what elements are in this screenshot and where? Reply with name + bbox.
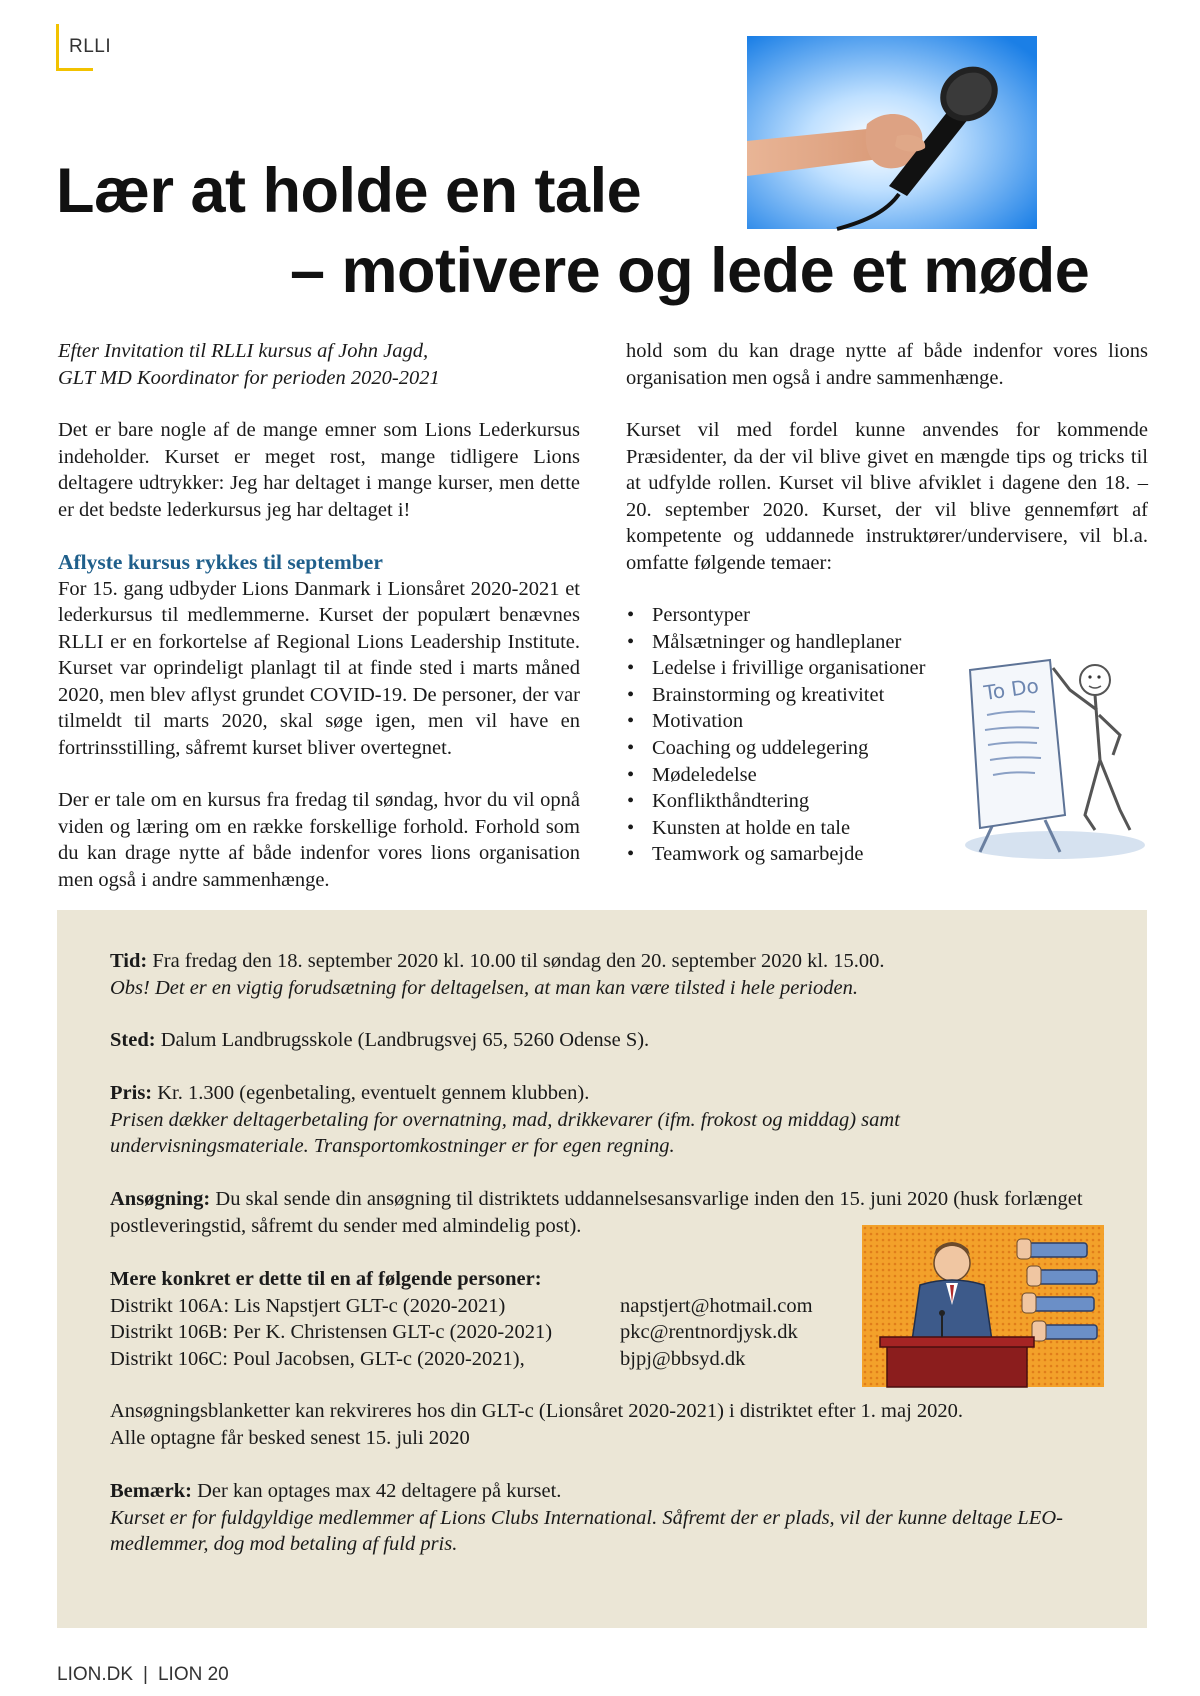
todo-illustration	[955, 640, 1145, 865]
contact-email[interactable]: napstjert@hotmail.com	[620, 1294, 813, 1317]
contact-name: Distrikt 106C: Poul Jacobsen, GLT-c (2020-2021),	[110, 1347, 525, 1370]
application-label: Ansøgning:	[110, 1188, 211, 1210]
list-item: • Mødeledelse	[626, 762, 1148, 789]
body-paragraph-4: Kurset vil med fordel kunne anvendes for kommende Præsidenter, da der vil blive givet en mængde tips og tricks til at udfylde rollen. Kurset vil blive afviklet i dagene den 18. – 20. september 2020. Kurset, der vil blive gennemført af kompetente og uddannede instruktører/undervisere, vil bl.a. omfatte følgende temaer:	[626, 419, 1148, 574]
microphone-photo	[747, 36, 1037, 229]
forms-line1: Ansøgningsblanketter kan rekvireres hos din GLT-c (Lionsåret 2020-2021) i distriktet efter 1. maj 2020.	[110, 1400, 964, 1422]
contacts-heading: Mere konkret er dette til en af følgende personer:	[110, 1268, 542, 1290]
intro-paragraph: Det er bare nogle af de mange emner som Lions Lederkursus indeholder. Kurset er meget rost, mange tidligere Lions deltagere udtrykker: Jeg har deltaget i mange kurser, men dette er det bedste lederkursus jeg har deltaget i!	[58, 419, 580, 521]
list-item: • Coaching og uddelegering	[626, 735, 1148, 762]
byline-line2: GLT MD Koordinator for perioden 2020-2021	[58, 366, 440, 389]
time-label: Tid:	[110, 950, 148, 972]
time-text: Fra fredag den 18. september 2020 kl. 10.00 til søndag den 20. september 2020 kl. 15.00.	[147, 950, 885, 972]
price-label: Pris:	[110, 1082, 153, 1104]
contact-email[interactable]: bjpj@bbsyd.dk	[620, 1347, 746, 1370]
footer-issue: LION 20	[157, 1664, 229, 1685]
application-text: Du skal sende din ansøgning til distriktets uddannelsesansvarlige inden den 15. juni 2020 (husk forlænget postleveringstid, såfremt du sender med almindelig post).	[110, 1188, 1083, 1237]
list-item: • Teamwork og samarbejde	[626, 841, 1148, 868]
section-tag	[56, 24, 112, 71]
body-paragraph-3-continued: hold som du kan drage nytte af både indenfor vores lions organisation men også i andre sammenhænge.	[626, 340, 1148, 389]
page-title-line1: Lær at holde en tale	[56, 156, 642, 226]
footer-separator: |	[143, 1664, 148, 1685]
forms-line2: Alle optagne får besked senest 15. juli 2020	[110, 1426, 470, 1449]
page-title-line2: – motivere og lede et møde	[290, 236, 1090, 306]
price-text: Kr. 1.300 (egenbetaling, eventuelt gennem klubben).	[152, 1082, 590, 1104]
forms-block	[110, 1398, 1100, 1451]
todo-text: To Do	[982, 673, 1041, 705]
footer-site: LION.DK	[57, 1664, 134, 1685]
price-block	[110, 1080, 1100, 1160]
list-item: • Kunsten at holde en tale	[626, 815, 1148, 842]
list-item: • Brainstorming og kreativitet	[626, 682, 1148, 709]
place-text: Dalum Landbrugsskole (Landbrugsvej 65, 5260 Odense S).	[155, 1029, 650, 1051]
price-note: Prisen dækker deltagerbetaling for overnatning, mad, drikkevarer (ifm. frokost og middag) samt undervisningsmateriale. Transportomkostninger er for egen regning.	[110, 1108, 900, 1157]
note-block	[110, 1478, 1100, 1558]
list-item: • Målsætninger og handleplaner	[626, 629, 1148, 656]
section-subheading: Aflyste kursus rykkes til september	[58, 550, 383, 574]
contact-name: Distrikt 106B: Per K. Christensen GLT-c (2020-2021)	[110, 1321, 553, 1343]
list-item: • Persontyper	[626, 602, 1148, 629]
left-column	[58, 338, 580, 891]
contact-email[interactable]: pkc@rentnordjysk.dk	[620, 1321, 798, 1343]
time-note: Obs! Det er en vigtig forudsætning for deltagelsen, at man kan være tilsted i hele perioden.	[110, 976, 858, 999]
page-footer	[57, 1664, 229, 1686]
time-block	[110, 948, 1100, 1001]
section-tag-label: RLLI	[69, 36, 112, 57]
note-text: Der kan optages max 42 deltagere på kurset.	[191, 1480, 562, 1502]
place-label: Sted:	[110, 1029, 156, 1051]
list-item: • Motivation	[626, 708, 1148, 735]
speaker-illustration	[862, 1225, 1104, 1387]
contact-name: Distrikt 106A: Lis Napstjert GLT-c (2020-2021)	[110, 1294, 506, 1317]
byline-line1: Efter Invitation til RLLI kursus af John Jagd,	[58, 340, 429, 362]
body-paragraph-3: Der er tale om en kursus fra fredag til søndag, hvor du vil opnå viden og læring om en række forskellige forhold. Forhold som du kan drage nytte af både indenfor vores lions organisation men også i andre sammenhænge.	[58, 789, 580, 891]
body-paragraph-2: For 15. gang udbyder Lions Danmark i Lionsåret 2020-2021 et lederkursus til medlemmerne. Kurset der populært benævnes RLLI er en forkortelse af Regional Lions Leadership Institute. Kurset var oprindeligt planlagt til at finde sted i marts måned 2020, men blev aflyst grundet COVID-19. De personer, der var tilmeldt til marts 2020, skal søge igen, men vil have en fortrinsstilling, såfremt kurset bliver overtegnet.	[58, 577, 580, 759]
note-italic: Kurset er for fuldgyldige medlemmer af Lions Clubs International. Såfremt der er plads, vil der kunne deltage LEO-medlemmer, dog mod betaling af fuld pris.	[110, 1506, 1063, 1555]
list-item: • Ledelse i frivillige organisationer	[626, 655, 1148, 682]
place-block	[110, 1027, 1100, 1054]
list-item: • Konflikthåndtering	[626, 788, 1148, 815]
note-label: Bemærk:	[110, 1480, 192, 1502]
